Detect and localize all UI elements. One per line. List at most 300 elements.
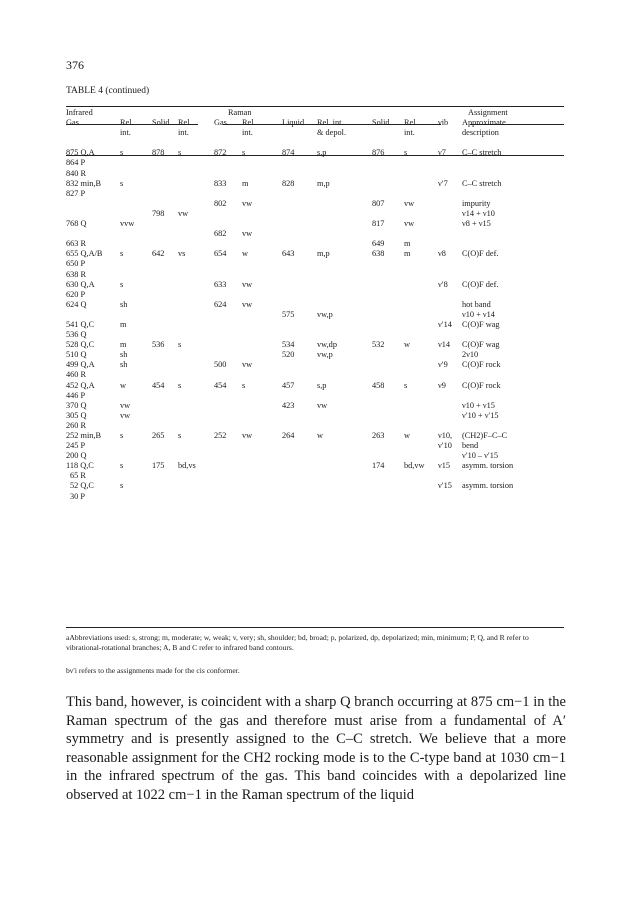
- description-cell: [462, 189, 564, 199]
- raman-liquid-rel-cell: m,p: [317, 178, 330, 188]
- nu-assignment-cell: [438, 229, 462, 239]
- nu-assignment-cell: [438, 300, 462, 310]
- raman-gas-rel-cell: [242, 310, 282, 320]
- ir-solid-cell: [152, 471, 178, 481]
- column-header-row: [66, 118, 564, 128]
- ir-rel-int-cell: [120, 370, 152, 380]
- ir-rel-int-cell: w: [120, 380, 126, 390]
- table-row: [66, 370, 564, 380]
- ir-solid-rel-cell: [178, 179, 214, 189]
- table-row: [66, 189, 564, 199]
- gas-freq-cell: 536 Q: [66, 330, 87, 340]
- ir-rel-int-cell: [120, 441, 152, 451]
- raman-solid-cell: [372, 401, 404, 411]
- raman-gas-cell: [214, 189, 242, 199]
- raman-header: Raman: [228, 108, 252, 117]
- raman-solid-rel-cell: [404, 370, 438, 380]
- raman-liquid-cell: 534: [282, 340, 295, 350]
- raman-liquid-cell: [282, 330, 317, 340]
- raman-gas-cell: [214, 270, 242, 280]
- ir-rel-int-cell: [120, 239, 152, 249]
- raman-liquid-cell: 264: [282, 431, 295, 440]
- raman-liquid-cell: [282, 199, 317, 209]
- description-cell: ν10 + ν14: [462, 309, 495, 319]
- gas-freq-cell: 832 min,B: [66, 178, 102, 188]
- gas-freq-cell: 245 P: [66, 441, 86, 451]
- ir-solid-cell: [152, 158, 178, 168]
- ir-solid-cell: 878: [152, 148, 165, 158]
- raman-solid-rel-cell: w: [404, 431, 410, 440]
- gas-freq-cell: 200 Q: [66, 451, 87, 461]
- raman-liquid-cell: [282, 461, 317, 471]
- gas-freq-cell: 663 R: [66, 239, 87, 249]
- raman-liquid-rel-cell: [317, 461, 372, 471]
- raman-gas-cell: [214, 461, 242, 471]
- description-cell: [462, 492, 564, 502]
- raman-solid-cell: 532: [372, 340, 385, 350]
- raman-solid-rel-cell: [404, 259, 438, 269]
- gas-freq-cell: 460 R: [66, 370, 87, 380]
- raman-solid-cell: [372, 209, 404, 219]
- ir-solid-rel-cell: [178, 401, 214, 411]
- ir-solid-rel-cell: [178, 280, 214, 290]
- table-row: [66, 360, 564, 370]
- raman-gas-cell: [214, 492, 242, 502]
- description-cell: [462, 421, 564, 431]
- gas-freq-cell: [66, 229, 120, 239]
- ir-rel-int-cell: s: [120, 148, 124, 158]
- ir-rel-int-cell: [120, 229, 152, 239]
- table-row: [66, 320, 564, 330]
- nu-assignment-cell: ν10,: [438, 431, 453, 440]
- table-body: [66, 148, 564, 501]
- raman-solid-cell: [372, 259, 404, 269]
- table-caption: TABLE 4 (continued): [66, 86, 150, 96]
- ir-solid-cell: 642: [152, 249, 165, 259]
- ir-rel-int-cell: m: [120, 319, 127, 329]
- raman-liquid-rel-cell: w: [317, 431, 323, 440]
- ir-solid-cell: [152, 189, 178, 199]
- ir-solid-rel-cell: [178, 471, 214, 481]
- raman-gas-rel-cell: [242, 169, 282, 179]
- nu-assignment-cell: [438, 391, 462, 401]
- ir-solid-cell: [152, 169, 178, 179]
- ir-solid-rel-cell: [178, 169, 214, 179]
- description-cell: C(O)F wag: [462, 319, 500, 329]
- raman-solid-rel-cell: [404, 471, 438, 481]
- raman-solid-rel-cell: vw: [404, 198, 415, 208]
- raman-liquid-rel-cell: [317, 330, 372, 340]
- raman-gas-cell: [214, 340, 242, 350]
- nu-assignment-cell: ν′7: [438, 178, 448, 188]
- nu-assignment-cell: [438, 199, 462, 209]
- raman-gas-rel-cell: w: [242, 249, 248, 259]
- ir-solid-rel-cell: [178, 270, 214, 280]
- ir-solid-cell: [152, 391, 178, 401]
- nu-assignment-cell: ν′15: [438, 481, 452, 491]
- ir-solid-rel-cell: s: [178, 431, 182, 440]
- gas-freq-cell: 840 R: [66, 168, 87, 178]
- gas-freq-cell: 510 Q: [66, 350, 87, 360]
- description-cell: [462, 169, 564, 179]
- raman-gas-rel-cell: [242, 411, 282, 421]
- raman-liquid-rel-cell: [317, 280, 372, 290]
- raman-gas-cell: [214, 441, 242, 451]
- table-row: [66, 431, 564, 441]
- raman-solid-cell: [372, 189, 404, 199]
- ir-rel-int-cell: [120, 492, 152, 502]
- raman-liquid-rel-cell: [317, 492, 372, 502]
- ir-solid-rel-cell: [178, 360, 214, 370]
- gas-freq-cell: 864 P: [66, 158, 86, 168]
- raman-liquid-rel-cell: s,p: [317, 148, 327, 158]
- ir-solid-cell: [152, 421, 178, 431]
- raman-gas-rel-cell: [242, 370, 282, 380]
- nu-assignment-cell: [438, 259, 462, 269]
- raman-liquid-cell: [282, 219, 317, 229]
- raman-liquid-cell: [282, 189, 317, 199]
- raman-solid-cell: [372, 229, 404, 239]
- body-text: [66, 693, 566, 805]
- raman-solid-rel-cell: bd,vw: [404, 461, 425, 471]
- raman-solid-rel-cell: [404, 169, 438, 179]
- description-cell: C(O)F rock: [462, 380, 501, 390]
- raman-solid-cell: [372, 179, 404, 189]
- raman-solid-cell: [372, 360, 404, 370]
- raman-gas-cell: [214, 158, 242, 168]
- ir-solid-cell: [152, 492, 178, 502]
- assignment-header: Assignment: [468, 108, 508, 117]
- ir-rel-int-cell: s: [120, 461, 124, 471]
- raman-liquid-cell: [282, 239, 317, 249]
- ir-rel-int-cell: [120, 199, 152, 209]
- raman-liquid-rel-cell: vw: [317, 400, 328, 410]
- table-row: [66, 219, 564, 229]
- ir-rel-int-cell: [120, 421, 152, 431]
- raman-solid-rel-cell: [404, 158, 438, 168]
- description-cell: C(O)F def.: [462, 279, 499, 289]
- raman-liquid-cell: 874: [282, 148, 295, 158]
- ir-solid-cell: 454: [152, 380, 165, 390]
- raman-solid-rel-cell: m: [404, 239, 411, 249]
- raman-liquid-cell: 423: [282, 400, 295, 410]
- raman-liquid-cell: [282, 270, 317, 280]
- nu-assignment-cell: [438, 270, 462, 280]
- nu-assignment-cell: ν14: [438, 340, 451, 350]
- raman-gas-rel-cell: [242, 471, 282, 481]
- ir-solid-cell: 265: [152, 431, 165, 440]
- raman-solid-cell: 263: [372, 431, 385, 440]
- ir-rel-int-cell: [120, 189, 152, 199]
- description-cell: [462, 270, 564, 280]
- ir-solid-rel-cell: [178, 370, 214, 380]
- ir-rel-int-cell: s: [120, 249, 124, 259]
- ir-solid-rel-cell: vs: [178, 249, 186, 259]
- raman-solid-cell: 876: [372, 148, 385, 158]
- raman-solid-rel-cell: s: [404, 148, 408, 158]
- raman-gas-cell: [214, 219, 242, 229]
- raman-liquid-rel-cell: [317, 189, 372, 199]
- gas-freq-cell: 252 min,B: [66, 431, 102, 440]
- raman-gas-rel-cell: vw: [242, 299, 253, 309]
- gas-freq-cell: 260 R: [66, 420, 87, 430]
- group-header-row: [66, 108, 564, 118]
- raman-gas-cell: [214, 320, 242, 330]
- raman-liquid-cell: [282, 320, 317, 330]
- description-cell: C(O)F wag: [462, 340, 500, 350]
- raman-gas-rel-cell: [242, 340, 282, 350]
- ir-solid-rel-cell: s: [178, 148, 182, 158]
- raman-solid-cell: [372, 290, 404, 300]
- raman-solid-rel-cell: [404, 401, 438, 411]
- raman-liquid-cell: [282, 421, 317, 431]
- ir-solid-rel-cell: bd,vs: [178, 461, 196, 471]
- raman-gas-cell: [214, 169, 242, 179]
- ir-rel-int-cell: s: [120, 279, 124, 289]
- raman-liquid-cell: [282, 441, 317, 451]
- ir-solid-cell: 798: [152, 208, 165, 218]
- raman-gas-rel-cell: [242, 461, 282, 471]
- raman-gas-cell: [214, 471, 242, 481]
- raman-liquid-rel-cell: [317, 481, 372, 491]
- gas-freq-cell: 499 Q,A: [66, 360, 95, 370]
- raman-gas-cell: [214, 421, 242, 431]
- ir-rel-int-cell: [120, 259, 152, 269]
- description-cell: [462, 158, 564, 168]
- nu-assignment-cell: [438, 370, 462, 380]
- ir-solid-rel-cell: [178, 199, 214, 209]
- ir-rel-int-cell: [120, 471, 152, 481]
- col-ir-rel-2: int.: [120, 128, 131, 138]
- table-row: [66, 229, 564, 239]
- raman-liquid-cell: [282, 229, 317, 239]
- raman-gas-rel-cell: [242, 401, 282, 411]
- raman-gas-rel-cell: [242, 330, 282, 340]
- raman-solid-cell: [372, 320, 404, 330]
- raman-solid-rel-cell: [404, 360, 438, 370]
- nu-assignment-cell: [438, 239, 462, 249]
- raman-solid-rel-cell: [404, 441, 438, 451]
- raman-solid-rel-cell: [404, 350, 438, 360]
- raman-gas-cell: 872: [214, 148, 227, 158]
- raman-solid-cell: [372, 169, 404, 179]
- ir-solid-cell: [152, 229, 178, 239]
- nu-assignment-cell: [438, 401, 462, 411]
- ir-rel-int-cell: s: [120, 178, 124, 188]
- ir-solid-cell: [152, 360, 178, 370]
- col-raman-gas-rel-2: int.: [242, 128, 253, 138]
- gas-freq-cell: 65 R: [70, 471, 86, 481]
- ir-solid-cell: [152, 401, 178, 411]
- description-cell: hot band: [462, 299, 491, 309]
- description-cell: asymm. torsion: [462, 481, 514, 491]
- raman-solid-cell: [372, 411, 404, 421]
- raman-solid-rel-cell: s: [404, 380, 408, 390]
- ir-solid-cell: [152, 179, 178, 189]
- table-row: [66, 401, 564, 411]
- ir-rel-int-cell: [120, 169, 152, 179]
- raman-solid-rel-cell: [404, 179, 438, 189]
- table-top-rule: [66, 106, 564, 107]
- description-cell: ν′10 – ν′15: [462, 451, 499, 461]
- raman-solid-cell: [372, 421, 404, 431]
- raman-liquid-rel-cell: [317, 239, 372, 249]
- description-cell: ν10 + ν15: [462, 400, 495, 410]
- raman-liquid-rel-cell: vw,p: [317, 309, 333, 319]
- raman-liquid-rel-cell: m,p: [317, 249, 330, 259]
- nu-assignment-cell: [438, 209, 462, 219]
- raman-liquid-cell: [282, 158, 317, 168]
- col-raman-solid-rel-2: int.: [404, 128, 415, 138]
- raman-liquid-rel-cell: [317, 360, 372, 370]
- gas-freq-cell: 827 P: [66, 188, 86, 198]
- ir-rel-int-cell: [120, 391, 152, 401]
- raman-solid-cell: [372, 370, 404, 380]
- raman-liquid-cell: [282, 370, 317, 380]
- ir-solid-cell: [152, 280, 178, 290]
- raman-gas-cell: [214, 259, 242, 269]
- raman-solid-rel-cell: [404, 280, 438, 290]
- raman-gas-cell: [214, 209, 242, 219]
- raman-gas-rel-cell: [242, 441, 282, 451]
- raman-solid-rel-cell: [404, 209, 438, 219]
- ir-solid-rel-cell: [178, 451, 214, 461]
- raman-solid-cell: [372, 330, 404, 340]
- col-description-2: description: [462, 128, 499, 138]
- nu-assignment-cell: ν′9: [438, 360, 448, 370]
- table-row: [66, 391, 564, 401]
- nu-assignment-cell: ν15: [438, 461, 451, 471]
- col-raman-gas-rel: Rel.: [242, 118, 256, 128]
- raman-gas-rel-cell: [242, 209, 282, 219]
- description-cell: [462, 370, 564, 380]
- raman-gas-cell: [214, 350, 242, 360]
- ir-solid-rel-cell: [178, 421, 214, 431]
- raman-gas-rel-cell: [242, 270, 282, 280]
- description-cell: asymm. torsion: [462, 461, 514, 471]
- table-row: [66, 441, 564, 451]
- raman-gas-cell: [214, 239, 242, 249]
- description-cell: [462, 471, 564, 481]
- raman-solid-rel-cell: [404, 391, 438, 401]
- raman-gas-rel-cell: vw: [242, 431, 253, 440]
- ir-solid-cell: [152, 290, 178, 300]
- col-ir-solid: Solid: [152, 118, 170, 128]
- nu-assignment-cell: [438, 411, 462, 421]
- raman-solid-cell: 458: [372, 380, 385, 390]
- spectra-table: [66, 108, 564, 502]
- raman-liquid-rel-cell: [317, 370, 372, 380]
- raman-liquid-rel-cell: [317, 451, 372, 461]
- raman-liquid-cell: [282, 471, 317, 481]
- ir-solid-rel-cell: [178, 158, 214, 168]
- raman-liquid-rel-cell: [317, 158, 372, 168]
- ir-rel-int-cell: [120, 310, 152, 320]
- ir-solid-cell: [152, 270, 178, 280]
- nu-assignment-cell: [438, 189, 462, 199]
- nu-assignment-cell: [438, 290, 462, 300]
- gas-freq-cell: 305 Q: [66, 410, 87, 420]
- raman-solid-rel-cell: w: [404, 340, 410, 350]
- raman-gas-rel-cell: [242, 451, 282, 461]
- ir-solid-cell: [152, 411, 178, 421]
- raman-liquid-cell: [282, 259, 317, 269]
- raman-gas-rel-cell: [242, 239, 282, 249]
- description-cell: [462, 239, 564, 249]
- raman-liquid-cell: [282, 209, 317, 219]
- raman-gas-cell: 633: [214, 279, 227, 289]
- raman-liquid-cell: [282, 280, 317, 290]
- raman-solid-rel-cell: [404, 481, 438, 491]
- col-ir-rel: Rel.: [120, 118, 134, 128]
- raman-gas-cell: 500: [214, 360, 227, 370]
- raman-liquid-rel-cell: [317, 209, 372, 219]
- raman-gas-cell: [214, 411, 242, 421]
- description-cell: impurity: [462, 198, 491, 208]
- raman-liquid-cell: [282, 391, 317, 401]
- table-row: [66, 481, 564, 491]
- raman-solid-cell: [372, 441, 404, 451]
- gas-freq-cell: 52 Q,C: [70, 481, 94, 491]
- table-bottom-rule: [66, 627, 564, 628]
- footnote-abbreviations: aAbbreviations used: s, strong; m, moderate; w, weak; v, very; sh, shoulder; bd, broad; p, polarized, dp, depolarized; min, minimum; P, Q, and R refer to vibrational-rotational branches; A, B and C refer to infrared band contours.: [66, 633, 529, 653]
- nu-assignment-cell: ν8: [438, 249, 446, 259]
- ir-solid-cell: [152, 350, 178, 360]
- gas-freq-cell: 118 Q,C: [66, 461, 94, 471]
- table-row: [66, 471, 564, 481]
- nu-assignment-cell: ν′10: [438, 441, 452, 451]
- ir-solid-rel-cell: [178, 330, 214, 340]
- raman-liquid-rel-cell: vw,dp: [317, 340, 337, 350]
- raman-liquid-rel-cell: [317, 421, 372, 431]
- raman-liquid-cell: 457: [282, 380, 295, 390]
- raman-liquid-cell: 828: [282, 178, 295, 188]
- gas-freq-cell: 446 P: [66, 390, 86, 400]
- table-row: [66, 381, 564, 391]
- raman-solid-rel-cell: [404, 411, 438, 421]
- raman-solid-rel-cell: [404, 270, 438, 280]
- description-cell: C–C stretch: [462, 148, 502, 158]
- raman-liquid-cell: 520: [282, 350, 295, 360]
- gas-freq-cell: 620 P: [66, 289, 86, 299]
- raman-gas-rel-cell: [242, 219, 282, 229]
- col-raman-solid-rel: Rel.: [404, 118, 418, 128]
- description-cell: [462, 391, 564, 401]
- raman-solid-rel-cell: vw: [404, 219, 415, 229]
- description-cell: [462, 229, 564, 239]
- raman-gas-rel-cell: s: [242, 148, 246, 158]
- raman-gas-cell: [214, 330, 242, 340]
- nu-assignment-cell: [438, 421, 462, 431]
- raman-gas-rel-cell: [242, 290, 282, 300]
- ir-solid-rel-cell: s: [178, 340, 182, 350]
- ir-solid-rel-cell: [178, 239, 214, 249]
- nu-assignment-cell: [438, 451, 462, 461]
- raman-gas-rel-cell: [242, 158, 282, 168]
- description-cell: 2ν10: [462, 350, 479, 360]
- gas-freq-cell: 768 Q: [66, 219, 87, 229]
- gas-freq-cell: 638 R: [66, 269, 87, 279]
- ir-solid-cell: [152, 320, 178, 330]
- raman-liquid-cell: 643: [282, 249, 295, 259]
- raman-liquid-rel-cell: [317, 169, 372, 179]
- ir-solid-rel-cell: [178, 320, 214, 330]
- raman-gas-rel-cell: s: [242, 380, 246, 390]
- raman-gas-cell: [214, 451, 242, 461]
- page-number: 376: [66, 58, 84, 72]
- description-cell: ν8 + ν15: [462, 219, 491, 229]
- table-row: [66, 300, 564, 310]
